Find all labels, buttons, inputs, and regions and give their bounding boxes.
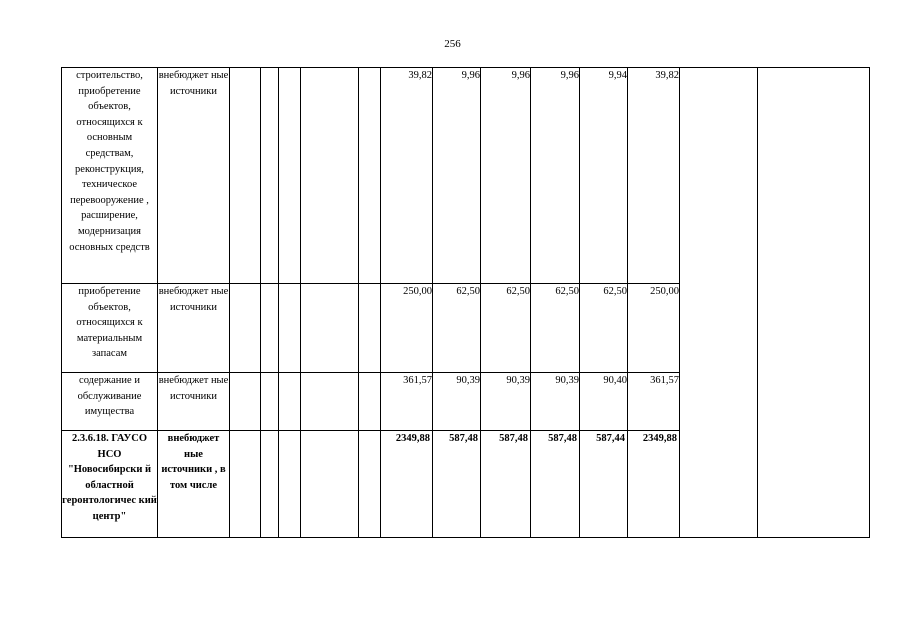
value-q3: 9,96 xyxy=(531,68,580,284)
value-total: 39,82 xyxy=(381,68,433,284)
value-q1: 90,39 xyxy=(433,373,481,431)
value-q2: 62,50 xyxy=(481,284,531,373)
funding-source: внебюджет ные источники xyxy=(158,284,230,373)
table-row xyxy=(62,68,870,284)
value-q3: 62,50 xyxy=(531,284,580,373)
funding-source: внебюджет ные источники , в том числе xyxy=(158,431,230,538)
row-name: приобретение объектов, относящихся к материальным запасам xyxy=(62,284,158,373)
empty-column-1 xyxy=(680,68,758,538)
funding-source: внебюджет ные источники xyxy=(158,373,230,431)
value-q1: 62,50 xyxy=(433,284,481,373)
value-q4: 587,44 xyxy=(580,431,628,538)
funding-source: внебюджет ные источники xyxy=(158,68,230,284)
value-q2: 587,48 xyxy=(481,431,531,538)
value-total: 361,57 xyxy=(381,373,433,431)
value-total: 2349,88 xyxy=(381,431,433,538)
value-q1: 9,96 xyxy=(433,68,481,284)
value-q3: 587,48 xyxy=(531,431,580,538)
value-q2: 90,39 xyxy=(481,373,531,431)
value-year-total: 361,57 xyxy=(628,373,680,431)
value-q3: 90,39 xyxy=(531,373,580,431)
value-q4: 90,40 xyxy=(580,373,628,431)
page-number: 256 xyxy=(444,38,461,50)
budget-table xyxy=(61,67,870,538)
row-name: строительство, приобретение объектов, относящихся к основным средствам, реконструкция, техническое перевооружение , расширение, модернизация основных средств xyxy=(62,68,158,284)
row-name: 2.3.6.18. ГАУСО НСО "Новосибирски й областной геронтологичес кий центр" xyxy=(62,431,158,538)
value-year-total: 39,82 xyxy=(628,68,680,284)
value-q2: 9,96 xyxy=(481,68,531,284)
value-year-total: 250,00 xyxy=(628,284,680,373)
value-q4: 9,94 xyxy=(580,68,628,284)
value-year-total: 2349,88 xyxy=(628,431,680,538)
value-total: 250,00 xyxy=(381,284,433,373)
value-q4: 62,50 xyxy=(580,284,628,373)
value-q1: 587,48 xyxy=(433,431,481,538)
empty-column-2 xyxy=(758,68,870,538)
row-name: содержание и обслуживание имущества xyxy=(62,373,158,431)
